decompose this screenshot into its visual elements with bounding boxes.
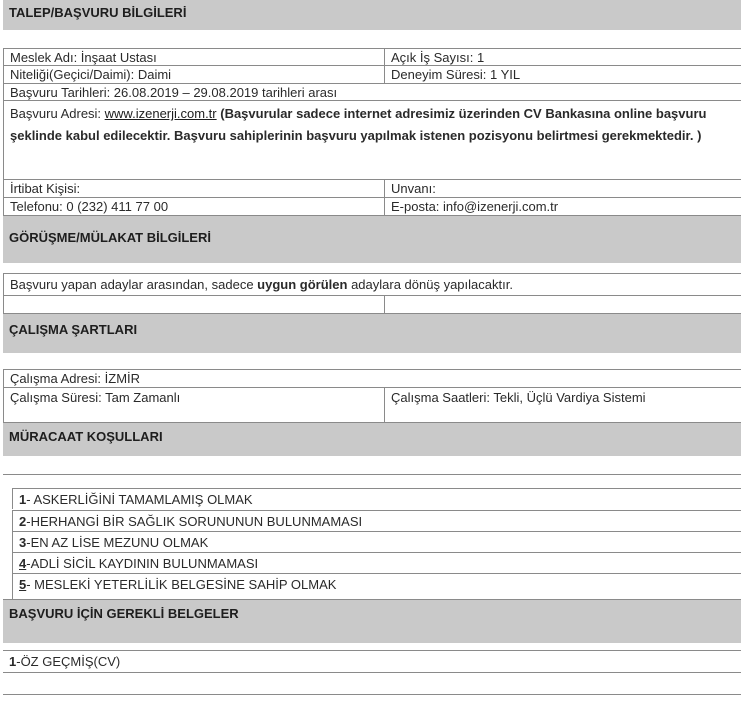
row-belgeler-empty [3,672,741,694]
calisma-sure-label: Çalışma Süresi: Tam Zamanlı [10,390,181,405]
muracaat-item-text: - MESLEKİ YETERLİLİK BELGESİNE SAHİP OLMAK [26,577,337,592]
muracaat-item-number: 5 [19,577,27,592]
muracaat-item-number: 3 [19,535,27,550]
muracaat-item-text: -HERHANGİ BİR SAĞLIK SORUNUNUN BULUNMAMASI [26,514,363,529]
gorusme-text-a: Başvuru yapan adaylar arasından, sadece [10,277,258,292]
belgeler-item [3,650,741,672]
acik-is-label: Açık İş Sayısı: 1 [391,50,485,65]
row-gorusme-empty [3,295,741,313]
muracaat-item-text: -EN AZ LİSE MEZUNU OLMAK [26,535,209,550]
row-irtibat [3,179,741,197]
gorusme-text-b: uygun görülen [257,277,348,292]
deneyim-label: Deneyim Süresi: 1 YIL [391,67,521,82]
muracaat-item [12,531,741,552]
gorusme-text-c: adaylara dönüş yapılacaktır. [347,277,513,292]
section-header-talep: TALEP/BAŞVURU BİLGİLERİ [3,0,741,30]
muracaat-item-text: -ADLİ SİCİL KAYDININ BULUNMAMASI [26,556,259,571]
irtibat-label: İrtibat Kişisi: [10,181,81,196]
muracaat-item [12,510,741,531]
meslek-label: Meslek Adı: İnşaat Ustası [10,50,157,65]
muracaat-item-number: 4 [19,556,27,571]
belgeler-item-number: 1 [9,654,17,669]
muracaat-item [12,488,741,509]
section-header-calisma: ÇALIŞMA ŞARTLARI [3,313,741,353]
section-header-muracaat: MÜRACAAT KOŞULLARI [3,422,741,456]
section-header-belgeler: BAŞVURU İÇİN GEREKLİ BELGELER [3,599,741,643]
calisma-saat-label: Çalışma Saatleri: Tekli, Üçlü Vardiya Sistemi [391,390,646,405]
telefon-label: Telefonu: 0 (232) 411 77 00 [10,199,169,214]
unvan-label: Unvanı: [391,181,436,196]
row-nitelik [3,65,741,83]
belgeler-item-text: -ÖZ GEÇMİŞ(CV) [16,654,121,669]
tarihler-label: Başvuru Tarihleri: 26.08.2019 – 29.08.2019 tarihleri arası [10,85,338,100]
row-meslek [3,48,741,65]
muracaat-item-text: - ASKERLİĞİNİ TAMAMLAMIŞ OLMAK [26,492,253,507]
section-header-gorusme: GÖRÜŞME/MÜLAKAT BİLGİLERİ [3,215,741,263]
adres-note: (Başvurular sadece internet adresimiz üzerinden CV Bankasına online başvuru şeklinde kabul edilecektir. Başvuru sahiplerinin başvuru yapılmak istenen pozisyonu belirtmesi gerekmektedir. ) [10,106,707,143]
row-adres [3,100,741,179]
row-tarihler [3,83,741,100]
muracaat-item [12,573,741,599]
row-telefon [3,197,741,215]
row-calisma-sure [3,387,741,422]
row-belgeler-bottom [3,694,741,702]
calisma-adres-label: Çalışma Adresi: İZMİR [10,371,141,386]
nitelik-label: Niteliği(Geçici/Daimi): Daimi [10,67,172,82]
eposta-label: E-posta: info@izenerji.com.tr [391,199,559,214]
muracaat-item-number: 2 [19,514,27,529]
website-link[interactable]: www.izenerji.com.tr [104,106,217,121]
muracaat-item-number: 1 [19,492,27,507]
adres-label: Başvuru Adresi: [10,106,105,121]
muracaat-item [12,552,741,573]
row-calisma-adres [3,369,741,387]
row-gorusme-text [3,273,741,295]
row-muracaat-empty [3,474,741,488]
